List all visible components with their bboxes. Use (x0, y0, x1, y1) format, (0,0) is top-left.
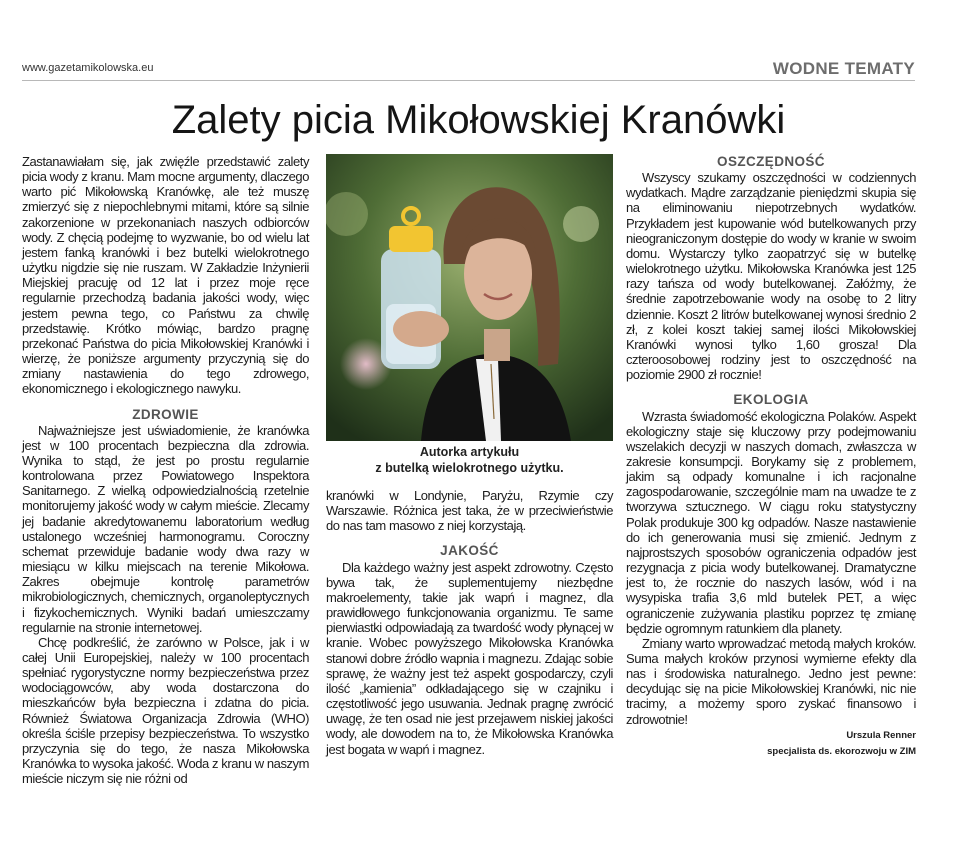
site-url: www.gazetamikolowska.eu (22, 62, 154, 74)
heading-jakosc: JAKOŚĆ (440, 543, 499, 559)
author-name: Urszula Renner (846, 729, 916, 741)
ekologia-paragraph-1: Wzrasta świadomość ekologiczna Polaków. Aspekt ekologiczny staje się kluczowy przy podejmowaniu wszelakich decyzji w naszych domach, zwłaszcza w zakresie konsumpcji. Borykamy się z problemem, jakim są odpady komunalne i ich racjonalne zagospodarowanie, szczególnie mam na uwadze te z tworzywa sztucznego. W ciągu roku statystyczny Polak produkuje 300 kg odpadów. Nasze nastawienie do ich generowania musi się zmienić. Jednym z najprostszych sposobów ograniczenia odpadów jest rezygnacja z picia wody butelkowanej. Dramatyczne jest to, że rocznie do naszych lasów, wód i na wysypiska trafia 3,6 mld butelek PET, a więc ograniczenie zużywania plastiku poprzez tę zmianę będzie ogromnym ratunkiem dla planety. (626, 408, 916, 636)
ekologia-paragraph-2: Zmiany warto wprowadzać metodą małych kroków. Suma małych kroków przynosi wymierne efekty dla nas i środowiska naturalnego. Jedno jest pewne: decydując się na picie Mikołowskiej Kranówki, nic nie tracimy, a możemy sporo zyskać finansowo i zdrowotnie! (626, 635, 916, 727)
article-title: Zalety picia Mikołowskiej Kranówki (171, 98, 786, 142)
heading-ekologia: EKOLOGIA (733, 392, 809, 408)
caption-line-2: z butelką wielokrotnego użytku. (375, 461, 564, 475)
column-2 (326, 488, 613, 757)
author-photo (326, 154, 613, 441)
jakosc-paragraph: Dla każdego ważny jest aspekt zdrowotny. Często bywa tak, że suplementujemy niezbędne makroelementy, takie jak wapń i magnez, dla prawidłowego funkcjonowania organizmu. Te same pierwiastki odpowiadają za twardość wody płynącej w kranie. Wobec powyższego Mikołowska Kranówka stanowi dobre źródło wapnia i magnezu. Zdając sobie sprawę, że ważny jest też aspekt gospodarczy, czyli ilość „kamienia” odkładającego się w czajniku i częstotliwość jego usuwania. Jednak pragnę zwrócić uwagę, że ten osad nie jest przejawem niskiej jakości wody, ale dowodem na to, że Mikołowska Kranówka jest bogata w wapń i magnez. (326, 559, 613, 757)
zdrowie-paragraph-1: Najważniejsze jest uświadomienie, że kranówka jest w 100 procentach bezpieczna dla zdrowia. Wynika to stąd, że jest po prostu regularnie kontrolowana przez Powiatowego Inspektora Sanitarnego. Z wielką odpowiedzialnością rzetelnie monitorujemy jakość wody w całym mieście. Zlecamy jej badanie akredytowanemu laboratorium według ustalonego wcześniej harmonogramu. Coroczny schemat przewiduje badanie wody dwa razy w miesiącu w kilku miejscach na terenie Mikołowa. Zakres obejmuje kontrolę parametrów mikrobiologicznych, chemicznych, organoleptycznych i fizykochemicznych. Wyniki badań umieszczamy regularnie na stronie internetowej. (22, 422, 309, 635)
author-role: specjalista ds. ekorozwoju w ZIM (767, 745, 916, 757)
column-1 (22, 154, 309, 786)
caption-line-1: Autorka artykułu (419, 445, 520, 459)
oszczednosc-paragraph: Wszyscy szukamy oszczędności w codziennych wydatkach. Mądre zarządzanie pieniędzmi skupia się na eliminowaniu niepotrzebnych wydatków. Przykładem jest kupowanie wód butelkowanych przy nieograniczonym dostępie do wody w kranie w swoim domu. Wystarczy tylko zaopatrzyć się w butelkę wielokrotnego użytku. Mikołowska Kranówka jest 125 razy tańsza od wody butelkowanej. Załóżmy, że średnie zapotrzebowanie wody na osobę to 2 litry dziennie. Koszt 2 litrów butelkowanej wynosi średnio 2 zł, z kolei koszt takiej samej ilości Mikołowskiej Kranówki wynosi tylko 1,60 grosza! Dla czteroosobowej rodziny jest to oszczędność na poziomie 2900 zł rocznie! (626, 170, 916, 383)
continued-paragraph: kranówki w Londynie, Paryżu, Rzymie czy Warszawie. Różnica jest taka, że w przeciwieństwie do nas tam masowo z niej korzystają. (326, 488, 613, 534)
heading-oszczednosc: OSZCZĘDNOŚĆ (717, 154, 825, 169)
heading-zdrowie: ZDROWIE (132, 406, 199, 422)
intro-paragraph: Zastanawiałam się, jak zwięźle przedstawić zalety picia wody z kranu. Mam mocne argumenty, dlaczego warto pić Mikołowską Kranówkę, ale też muszę zmierzyć się z niepochlebnymi mitami, które są silnie zakorzenione w przekonaniach naszych odbiorców wody. Z chęcią podejmę to wyzwanie, bo od wielu lat jestem fanką kranówki i bez butelki wielokrotnego użytku nigdzie się nie ruszam. W Zakładzie Inżynierii Miejskiej pracuję od 12 lat i przez moje ręce regularnie przechodzą badania jakości wody, więc jestem pewna tego, co Państwu za chwilę przedstawię. Krótko mówiąc, bardzo pragnę przekonać Państwa do picia Mikołowskiej Kranówki i wierzę, że poniższe argumenty przyczynią się do zmiany nastawienia do tego zdrowego, ekonomicznego i ekologicznego nawyku. (22, 154, 309, 397)
photo-illustration (326, 154, 613, 441)
photo-caption (326, 444, 613, 476)
column-3 (626, 154, 916, 759)
section-label: WODNE TEMATY (772, 59, 915, 78)
zdrowie-paragraph-2: Chcę podkreślić, że zarówno w Polsce, jak i w całej Unii Europejskiej, należy w 100 procentach spełniać rygorystyczne normy bezpieczeństwa przez wodociągowców, aby woda dostarczona do mieszkańców była bezpieczna i zdatna do picia. Również Światowa Organizacja Zdrowia (WHO) określa ściśle przepisy bezpieczeństwa. To wszystko przyczynia się do tego, że nasza Mikołowska Kranówka to wysoka jakość. Woda z kranu w naszym mieście niczym się nie różni od (22, 634, 309, 787)
header-divider (22, 80, 915, 81)
